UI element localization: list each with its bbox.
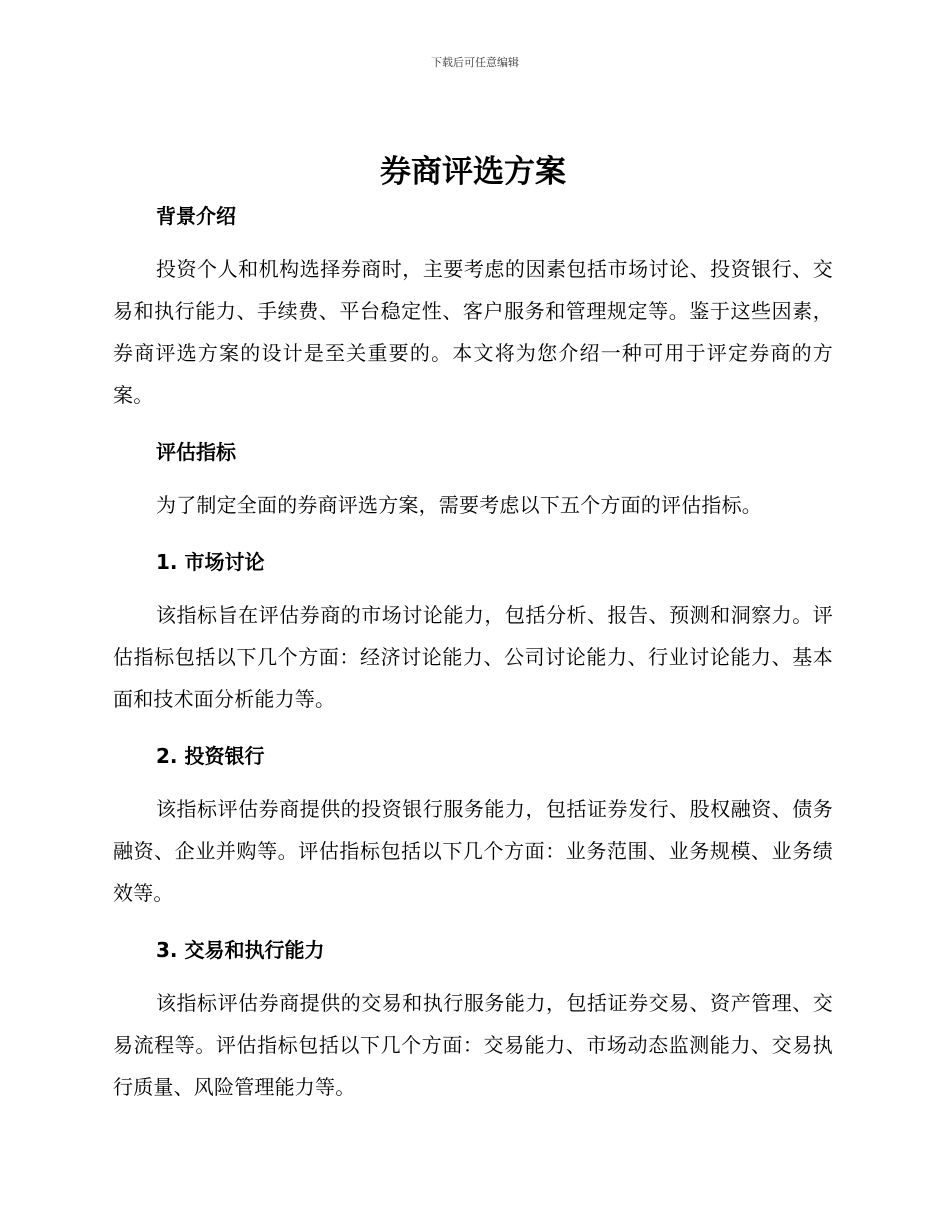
section-paragraph-market-discussion: 该指标旨在评估券商的市场讨论能力，包括分析、报告、预测和洞察力。评估指标包括以下几个方面：经济讨论能力、公司讨论能力、行业讨论能力、基本面和技术面分析能力等。 — [113, 603, 833, 711]
section-heading-trading-execution: 3. 交易和执行能力 — [156, 938, 325, 962]
section-paragraph-investment-banking: 该指标评估券商提供的投资银行服务能力，包括证券发行、股权融资、债务融资、企业并购等。评估指标包括以下几个方面：业务范围、业务规模、业务绩效等。 — [113, 797, 833, 905]
section-heading-investment-banking: 2. 投资银行 — [156, 744, 265, 768]
section-heading-market-discussion: 1. 市场讨论 — [156, 550, 265, 574]
document-title: 券商评选方案 — [380, 154, 566, 190]
section-paragraph-trading-execution: 该指标评估券商提供的交易和执行服务能力，包括证券交易、资产管理、交易流程等。评估指标包括以下几个方面：交易能力、市场动态监测能力、交易执行质量、风险管理能力等。 — [113, 991, 833, 1099]
section-heading-indicators: 评估指标 — [156, 440, 236, 464]
section-paragraph-background: 投资个人和机构选择券商时，主要考虑的因素包括市场讨论、投资银行、交易和执行能力、手续费、平台稳定性、客户服务和管理规定等。鉴于这些因素，券商评选方案的设计是至关重要的。本文将为您介绍一种可用于评定券商的方案。 — [113, 257, 833, 407]
section-paragraph-indicators: 为了制定全面的券商评选方案，需要考虑以下五个方面的评估指标。 — [156, 493, 762, 517]
header-note: 下载后可任意编辑 — [431, 56, 519, 69]
section-heading-background: 背景介绍 — [156, 204, 236, 228]
document-body — [113, 150, 833, 1108]
